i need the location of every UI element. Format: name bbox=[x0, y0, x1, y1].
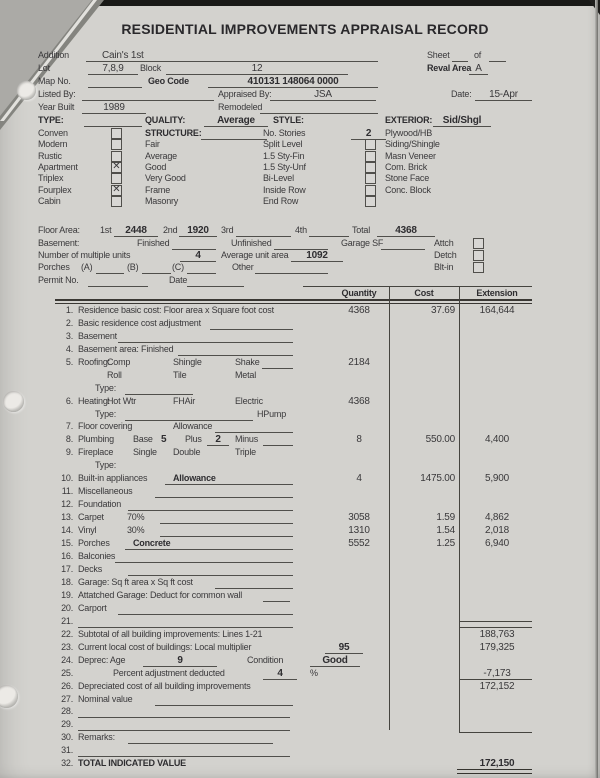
appraised-by-value: JSA bbox=[270, 89, 376, 101]
table-row: 8. Plumbing Base 5 Plus 2 Minus 8 550.00 4,400 bbox=[0, 434, 600, 447]
porch-a-line bbox=[96, 262, 124, 274]
unfinished-line bbox=[274, 238, 328, 250]
extension-value: 172,152 bbox=[479, 681, 515, 692]
geo-code-label: Geo Code bbox=[148, 76, 189, 86]
fireplace-option: Single bbox=[133, 447, 157, 457]
checkbox-blt-in bbox=[473, 262, 484, 273]
write-in-line bbox=[160, 525, 293, 537]
write-in-line bbox=[160, 512, 293, 524]
multiple-units-value: 4 bbox=[180, 250, 216, 262]
quality-item-label: Good bbox=[145, 162, 167, 172]
extension-value: -7,173 bbox=[483, 668, 511, 679]
no-stories-label: No. Stories bbox=[263, 128, 306, 138]
lot-value: 7,8,9 bbox=[88, 63, 138, 75]
row-label: Plumbing bbox=[78, 434, 114, 444]
table-row: 16. Balconies bbox=[0, 551, 600, 564]
type-section-title: TYPE: bbox=[38, 115, 64, 125]
allowance-label: Allowance bbox=[173, 421, 213, 431]
row-label: Decks bbox=[78, 564, 103, 574]
porch-a-label: (A) bbox=[81, 262, 93, 272]
table-row: 19. Attatched Garage: Deduct for common wall bbox=[0, 590, 600, 603]
floor-1st-value: 2448 bbox=[114, 225, 158, 237]
avg-unit-area-value: 1092 bbox=[291, 250, 343, 262]
type-item-label: Cabin bbox=[38, 196, 61, 206]
row-label: Current local cost of buildings: Local multiplier bbox=[78, 642, 252, 652]
appraised-by-label: Appraised By: bbox=[218, 89, 272, 99]
checkbox-attch bbox=[473, 238, 484, 249]
style-item-label: End Row bbox=[263, 196, 299, 206]
reval-area-value: A bbox=[469, 63, 488, 75]
extension-value: 188,763 bbox=[479, 629, 515, 640]
floor-1st-label: 1st bbox=[100, 225, 112, 235]
table-row: 18. Garage: Sq ft area x Sq ft cost bbox=[0, 577, 600, 590]
checkbox-modern bbox=[111, 139, 122, 150]
geo-code-value: 410131 148064 0000 bbox=[208, 76, 378, 88]
cost-value: 1.54 bbox=[436, 525, 455, 536]
hole-punch-icon bbox=[17, 81, 36, 100]
write-in-line bbox=[128, 564, 293, 576]
quality-section-title: QUALITY: bbox=[145, 115, 186, 125]
permit-no-line bbox=[88, 275, 148, 287]
quality-item-label: Masonry bbox=[145, 196, 179, 206]
plumbing-plus-label: Plus bbox=[185, 434, 202, 444]
row-label: Residence basic cost: Floor area x Square foot cost bbox=[78, 305, 274, 315]
checkbox-cabin bbox=[111, 196, 122, 207]
style-section-title: STYLE: bbox=[273, 115, 304, 125]
remodeled-label: Remodeled bbox=[218, 102, 263, 112]
write-in-line bbox=[155, 694, 293, 706]
row-label: Carport bbox=[78, 603, 107, 613]
porch-b-label: (B) bbox=[127, 262, 139, 272]
map-no-label: Map No. bbox=[38, 76, 71, 86]
table-header-rule bbox=[55, 299, 532, 304]
permit-date-line bbox=[187, 275, 244, 287]
table-row: 3. Basement bbox=[0, 331, 600, 344]
checkbox-fourplex: ✕ bbox=[112, 184, 121, 195]
style-item-label: Split Level bbox=[263, 139, 303, 149]
quantity-value: 4 bbox=[356, 473, 362, 484]
appliances-value: Allowance bbox=[173, 473, 216, 483]
extension-value: 6,940 bbox=[484, 538, 510, 549]
plumbing-base-label: Base bbox=[133, 434, 153, 444]
block-value: 12 bbox=[166, 63, 348, 75]
column-header-extension: Extension bbox=[476, 288, 518, 298]
checkbox-triplex bbox=[111, 173, 122, 184]
listed-by-label: Listed By: bbox=[38, 89, 76, 99]
table-row bbox=[0, 383, 600, 396]
listed-by-line bbox=[82, 89, 214, 101]
write-in-line bbox=[78, 616, 293, 628]
table-row: 25. Percent adjustment deducted 4 % -7,173 bbox=[0, 668, 600, 681]
cost-value: 550.00 bbox=[425, 434, 455, 445]
table-row: 30. Remarks: bbox=[0, 732, 600, 745]
table-row: 24. Deprec: Age 9 Condition Good bbox=[0, 655, 600, 668]
write-in-line bbox=[128, 499, 293, 511]
write-in-line bbox=[128, 732, 273, 744]
type-item-label: Apartment bbox=[38, 162, 78, 172]
cost-value: 1.59 bbox=[436, 512, 455, 523]
map-no-line bbox=[88, 76, 142, 88]
date-value: 15-Apr bbox=[475, 89, 532, 101]
write-in-line bbox=[78, 745, 290, 757]
block-label: Block bbox=[140, 63, 162, 73]
heating-option: FHAir bbox=[173, 396, 195, 406]
table-row: 14. Vinyl 30% 1310 1.54 2,018 bbox=[0, 525, 600, 538]
row-label: Vinyl bbox=[78, 525, 97, 535]
quantity-value: 8 bbox=[356, 434, 362, 445]
type-line bbox=[84, 115, 142, 127]
write-in-line bbox=[155, 486, 293, 498]
remodeled-line bbox=[260, 102, 378, 114]
floor-total-label: Total bbox=[352, 225, 371, 235]
row-label: Fireplace bbox=[78, 447, 114, 457]
other-line bbox=[255, 262, 328, 274]
sheet-of-line bbox=[489, 50, 506, 62]
unfinished-label: Unfinished bbox=[231, 238, 272, 248]
exterior-item-label: Stone Face bbox=[385, 173, 430, 183]
write-in-line bbox=[263, 590, 290, 602]
write-in-line bbox=[210, 318, 293, 330]
row-label: Garage: Sq ft area x Sq ft cost bbox=[78, 577, 193, 587]
exterior-item-label: Conc. Block bbox=[385, 185, 431, 195]
table-row: 6. Heating: Hot Wtr FHAir Electric 4368 bbox=[0, 396, 600, 409]
quality-item-label: Fair bbox=[145, 139, 160, 149]
roofing-option: Shake bbox=[235, 357, 260, 367]
table-row: 29. bbox=[0, 719, 600, 732]
garage-sf-label: Garage SF bbox=[341, 238, 384, 248]
row-label: Balconies bbox=[78, 551, 116, 561]
floor-4th-line bbox=[309, 225, 349, 237]
quality-item-label: Very Good bbox=[145, 173, 186, 183]
scan-top-edge bbox=[18, 0, 600, 6]
vinyl-pct-value: 30% bbox=[127, 525, 145, 535]
lot-label: Lot bbox=[38, 63, 50, 73]
fireplace-option: Double bbox=[173, 447, 201, 457]
quantity-value: 3058 bbox=[348, 512, 370, 523]
quantity-value: 5552 bbox=[348, 538, 370, 549]
structure-line bbox=[201, 128, 267, 140]
row-label: Nominal value bbox=[78, 694, 133, 704]
no-stories-value: 2 bbox=[351, 128, 386, 140]
heating-type-label: Type: bbox=[95, 409, 117, 419]
table-row bbox=[0, 460, 600, 473]
table-row: 11. Miscellaneous bbox=[0, 486, 600, 499]
exterior-item-label: Plywood/HB bbox=[385, 128, 433, 138]
row-label: Basic residence cost adjustment bbox=[78, 318, 201, 328]
roofing-option: Metal bbox=[235, 370, 257, 380]
avg-unit-area-label: Average unit area bbox=[221, 250, 289, 260]
floor-total-value: 4368 bbox=[377, 225, 435, 237]
row-label: Basement bbox=[78, 331, 117, 341]
other-label: Other bbox=[232, 262, 254, 272]
floor-3rd-label: 3rd bbox=[221, 225, 234, 235]
of-label: of bbox=[474, 50, 482, 60]
style-item-label: 1.5 Sty-Unf bbox=[263, 162, 306, 172]
table-row: 13. Carpet 70% 3058 1.59 4,862 bbox=[0, 512, 600, 525]
cost-value: 1.25 bbox=[436, 538, 455, 549]
table-row-total: 32. TOTAL INDICATED VALUE 172,150 bbox=[0, 758, 600, 771]
row-label: Depreciated cost of all building improvements bbox=[78, 681, 251, 691]
permit-no-label: Permit No. bbox=[38, 275, 79, 285]
table-row: 17. Decks bbox=[0, 564, 600, 577]
type-item-label: Triplex bbox=[38, 173, 64, 183]
column-header-quantity: Quantity bbox=[341, 288, 377, 298]
write-in-line bbox=[78, 706, 290, 718]
detch-label: Detch bbox=[434, 250, 457, 260]
plumbing-base-value: 5 bbox=[161, 434, 167, 445]
permit-date-label: Date bbox=[169, 275, 188, 285]
condition-label: Condition bbox=[247, 655, 284, 665]
roofing-option: Tile bbox=[173, 370, 187, 380]
table-row: 20. Carport bbox=[0, 603, 600, 616]
year-built-value: 1989 bbox=[82, 102, 146, 114]
table-row: 12. Foundation bbox=[0, 499, 600, 512]
write-in-line bbox=[263, 434, 293, 446]
row-label: Remarks: bbox=[78, 732, 115, 742]
write-in-line bbox=[118, 603, 293, 615]
percent-adjustment-value: 4 bbox=[263, 668, 297, 680]
table-header-top-line bbox=[303, 286, 532, 287]
write-in-line bbox=[118, 331, 293, 343]
floor-area-label: Floor Area: bbox=[38, 225, 80, 235]
write-in-line bbox=[78, 719, 290, 731]
checkbox-detch bbox=[473, 250, 484, 261]
write-in-line bbox=[178, 344, 293, 356]
roofing-option: Roll bbox=[107, 370, 122, 380]
checkbox-end-row bbox=[365, 196, 376, 207]
finished-line bbox=[172, 238, 216, 250]
reval-area-label: Reval Area bbox=[427, 63, 472, 73]
exterior-value: Sid/Shgl bbox=[433, 115, 491, 127]
row-label: Miscellaneous bbox=[78, 486, 133, 496]
extension-value: 179,325 bbox=[479, 642, 515, 653]
table-row: 31. bbox=[0, 745, 600, 758]
row-label: Subtotal of all building improvements: Lines 1-21 bbox=[78, 629, 263, 639]
extension-value: 2,018 bbox=[484, 525, 510, 536]
type-item-label: Fourplex bbox=[38, 185, 72, 195]
quantity-value: 2184 bbox=[348, 357, 370, 368]
cost-value: 37.69 bbox=[430, 305, 455, 316]
row-label: Porches bbox=[78, 538, 110, 548]
basement-label: Basement: bbox=[38, 238, 80, 248]
extension-value: 5,900 bbox=[484, 473, 510, 484]
local-multiplier-value: 95 bbox=[325, 642, 363, 654]
year-built-label: Year Built bbox=[38, 102, 75, 112]
heating-option: Hot Wtr bbox=[107, 396, 137, 406]
carpet-pct-value: 70% bbox=[127, 512, 145, 522]
multiple-units-label: Number of multiple units bbox=[38, 250, 131, 260]
table-row: 2. Basic residence cost adjustment bbox=[0, 318, 600, 331]
porch-c-label: (C) bbox=[172, 262, 184, 272]
addition-value: Cain's 1st bbox=[86, 50, 378, 62]
write-in-line bbox=[215, 421, 293, 433]
percent-sign: % bbox=[310, 668, 318, 678]
table-row: 15. Porches Concrete 5552 1.25 6,940 bbox=[0, 538, 600, 551]
total-indicated-value-label: TOTAL INDICATED VALUE bbox=[78, 758, 186, 768]
row-label: Basement area: Finished bbox=[78, 344, 174, 354]
table-row: 28. bbox=[0, 706, 600, 719]
quantity-value: 4368 bbox=[348, 305, 370, 316]
table-row: 7. Floor covering Allowance bbox=[0, 421, 600, 434]
table-row: 21. bbox=[0, 616, 600, 629]
sheet-label: Sheet bbox=[427, 50, 450, 60]
form-title: RESIDENTIAL IMPROVEMENTS APPRAISAL RECORD bbox=[121, 21, 489, 37]
row-label: Heating: bbox=[78, 396, 110, 406]
style-item-label: 1.5 Sty-Fin bbox=[263, 151, 305, 161]
fireplace-option: Triple bbox=[235, 447, 256, 457]
total-indicated-value: 172,150 bbox=[479, 758, 515, 769]
finished-label: Finished bbox=[137, 238, 170, 248]
exterior-item-label: Masn Veneer bbox=[385, 151, 436, 161]
addition-label: Addition bbox=[38, 50, 69, 60]
type-item-label: Rustic bbox=[38, 151, 62, 161]
heating-type-value: HPump bbox=[257, 409, 287, 419]
floor-2nd-label: 2nd bbox=[163, 225, 178, 235]
table-row: 26. Depreciated cost of all building improvements 172,152 bbox=[0, 681, 600, 694]
porches-label: Porches bbox=[38, 262, 70, 272]
table-row: 1. Residence basic cost: Floor area x Square foot cost 4368 37.69 164,644 bbox=[0, 305, 600, 318]
write-in-line bbox=[115, 551, 293, 563]
extension-value: 4,862 bbox=[484, 512, 510, 523]
table-row: 22. Subtotal of all building improvements: Lines 1-21 188,763 bbox=[0, 629, 600, 642]
cost-value: 1475.00 bbox=[420, 473, 455, 484]
exterior-section-title: EXTERIOR: bbox=[385, 115, 433, 125]
checkbox-split-level bbox=[365, 139, 376, 150]
attch-label: Attch bbox=[434, 238, 454, 248]
extension-value: 164,644 bbox=[479, 305, 515, 316]
porch-b-line bbox=[142, 262, 171, 274]
floor-3rd-line bbox=[236, 225, 291, 237]
roofing-option: Shingle bbox=[173, 357, 202, 367]
write-in-line bbox=[125, 409, 253, 421]
row-label: Percent adjustment deducted bbox=[113, 668, 225, 678]
table-row: 5. Roofing: Comp Shingle Shake 2184 bbox=[0, 357, 600, 370]
table-row bbox=[0, 370, 600, 383]
deprec-age-value: 9 bbox=[143, 655, 217, 667]
roofing-type-label: Type: bbox=[95, 383, 117, 393]
table-row: 9. Fireplace Single Double Triple bbox=[65, 447, 256, 457]
exterior-item-label: Com. Brick bbox=[385, 162, 428, 172]
quantity-value: 1310 bbox=[348, 525, 370, 536]
type-item-label: Conven bbox=[38, 128, 68, 138]
blt-in-label: Blt-in bbox=[434, 262, 454, 272]
table-row: 4. Basement area: Finished bbox=[0, 344, 600, 357]
style-item-label: Bi-Level bbox=[263, 173, 294, 183]
date-label: Date: bbox=[451, 89, 472, 99]
fireplace-type-label: Type: bbox=[95, 460, 117, 470]
write-in-line bbox=[125, 383, 193, 395]
write-in-line bbox=[215, 577, 293, 589]
quality-value: Average bbox=[204, 115, 268, 127]
plumbing-plus-value: 2 bbox=[207, 434, 229, 446]
table-row: 27. Nominal value bbox=[0, 694, 600, 707]
plumbing-minus-label: Minus bbox=[235, 434, 259, 444]
heating-option: Electric bbox=[235, 396, 263, 406]
row-label: Attatched Garage: Deduct for common wall bbox=[78, 590, 243, 600]
floor-4th-label: 4th bbox=[295, 225, 307, 235]
exterior-item-label: Siding/Shingle bbox=[385, 139, 440, 149]
row-label: Roofing: bbox=[78, 357, 110, 367]
quality-item-label: Frame bbox=[145, 185, 171, 195]
sheet-line bbox=[452, 50, 468, 62]
row-label: Built-in appliances bbox=[78, 473, 148, 483]
checkbox-bi-level bbox=[365, 173, 376, 184]
quantity-value: 4368 bbox=[348, 396, 370, 407]
row-label: Floor covering bbox=[78, 421, 133, 431]
type-item-label: Modern bbox=[38, 139, 68, 149]
column-header-cost: Cost bbox=[414, 288, 434, 298]
style-item-label: Inside Row bbox=[263, 185, 306, 195]
roofing-option: Comp bbox=[107, 357, 131, 367]
row-label: Carpet bbox=[78, 512, 104, 522]
row-label: Deprec: Age bbox=[78, 655, 126, 665]
garage-sf-line bbox=[381, 238, 425, 250]
row-label: Foundation bbox=[78, 499, 122, 509]
porches-value: Concrete bbox=[133, 538, 171, 548]
table-row: 10. Built-in appliances Allowance 4 1475.00 5,900 bbox=[0, 473, 600, 486]
write-in-line bbox=[262, 357, 293, 369]
structure-label: STRUCTURE: bbox=[145, 128, 202, 138]
quality-item-label: Average bbox=[145, 151, 177, 161]
checkbox-apartment: ✕ bbox=[112, 161, 121, 172]
porch-c-line bbox=[187, 262, 216, 274]
condition-value: Good bbox=[310, 655, 360, 667]
floor-2nd-value: 1920 bbox=[179, 225, 217, 237]
table-row: 23. Current local cost of buildings: Local multiplier 95 179,325 bbox=[0, 642, 600, 655]
extension-value: 4,400 bbox=[484, 434, 510, 445]
